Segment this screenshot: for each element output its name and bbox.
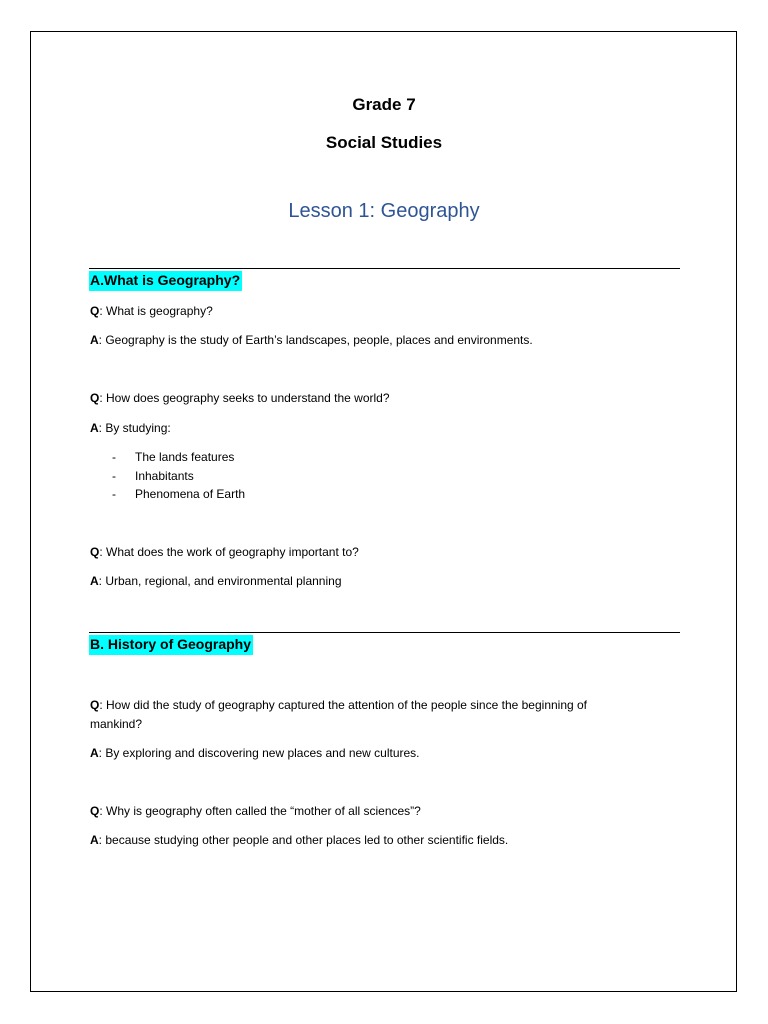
answer-text: : Geography is the study of Earth’s landscapes, people, places and environments.: [98, 333, 533, 347]
question-label: Q: [90, 545, 100, 559]
question-label: Q: [90, 304, 100, 318]
question-text: : What is geography?: [99, 304, 213, 318]
question-1: [90, 302, 650, 321]
answer-3: [90, 572, 650, 591]
section-a-rule: [89, 268, 680, 269]
answer-label: A: [90, 833, 99, 847]
question-2: [90, 389, 650, 408]
question-label: Q: [90, 391, 100, 405]
bullet-dash: -: [112, 469, 116, 483]
answer-label: A: [90, 746, 99, 760]
list-item: [112, 485, 245, 504]
answer-text: : By studying:: [98, 421, 171, 435]
question-5: [90, 802, 650, 821]
list-item: [112, 467, 194, 486]
question-text: : What does the work of geography important to?: [99, 545, 359, 559]
question-label: Q: [90, 804, 100, 818]
list-item-text: Phenomena of Earth: [135, 487, 246, 501]
list-item-text: The lands features: [135, 450, 235, 464]
section-a-heading: A.What is Geography?: [89, 271, 242, 291]
question-4-continuation: mankind?: [90, 717, 143, 731]
answer-1: [90, 331, 650, 350]
section-b-rule: [89, 632, 680, 633]
answer-2: [90, 419, 650, 438]
answer-5: [90, 831, 650, 850]
list-item: [112, 448, 234, 467]
answer-4: [90, 744, 650, 763]
question-4: [90, 696, 650, 715]
question-text: : How does geography seeks to understand the world?: [99, 391, 390, 405]
question-text: : Why is geography often called the “mother of all sciences”?: [99, 804, 421, 818]
lesson-title: Lesson 1: Geography: [288, 200, 480, 222]
subject-title: Social Studies: [325, 133, 443, 152]
bullet-dash: -: [112, 487, 116, 501]
bullet-dash: -: [112, 450, 116, 464]
answer-label: A: [90, 421, 99, 435]
question-3: [90, 543, 650, 562]
section-b-heading: B. History of Geography: [89, 635, 253, 655]
question-text: : How did the study of geography captured the attention of the people since the beginning of: [99, 698, 588, 712]
grade-title: Grade 7: [352, 95, 416, 114]
answer-text: : By exploring and discovering new places and new cultures.: [98, 746, 420, 760]
answer-label: A: [90, 574, 99, 588]
question-label: Q: [90, 698, 100, 712]
answer-text: : Urban, regional, and environmental planning: [98, 574, 342, 588]
answer-label: A: [90, 333, 99, 347]
answer-text: : because studying other people and other places led to other scientific fields.: [98, 833, 509, 847]
list-item-text: Inhabitants: [135, 469, 194, 483]
